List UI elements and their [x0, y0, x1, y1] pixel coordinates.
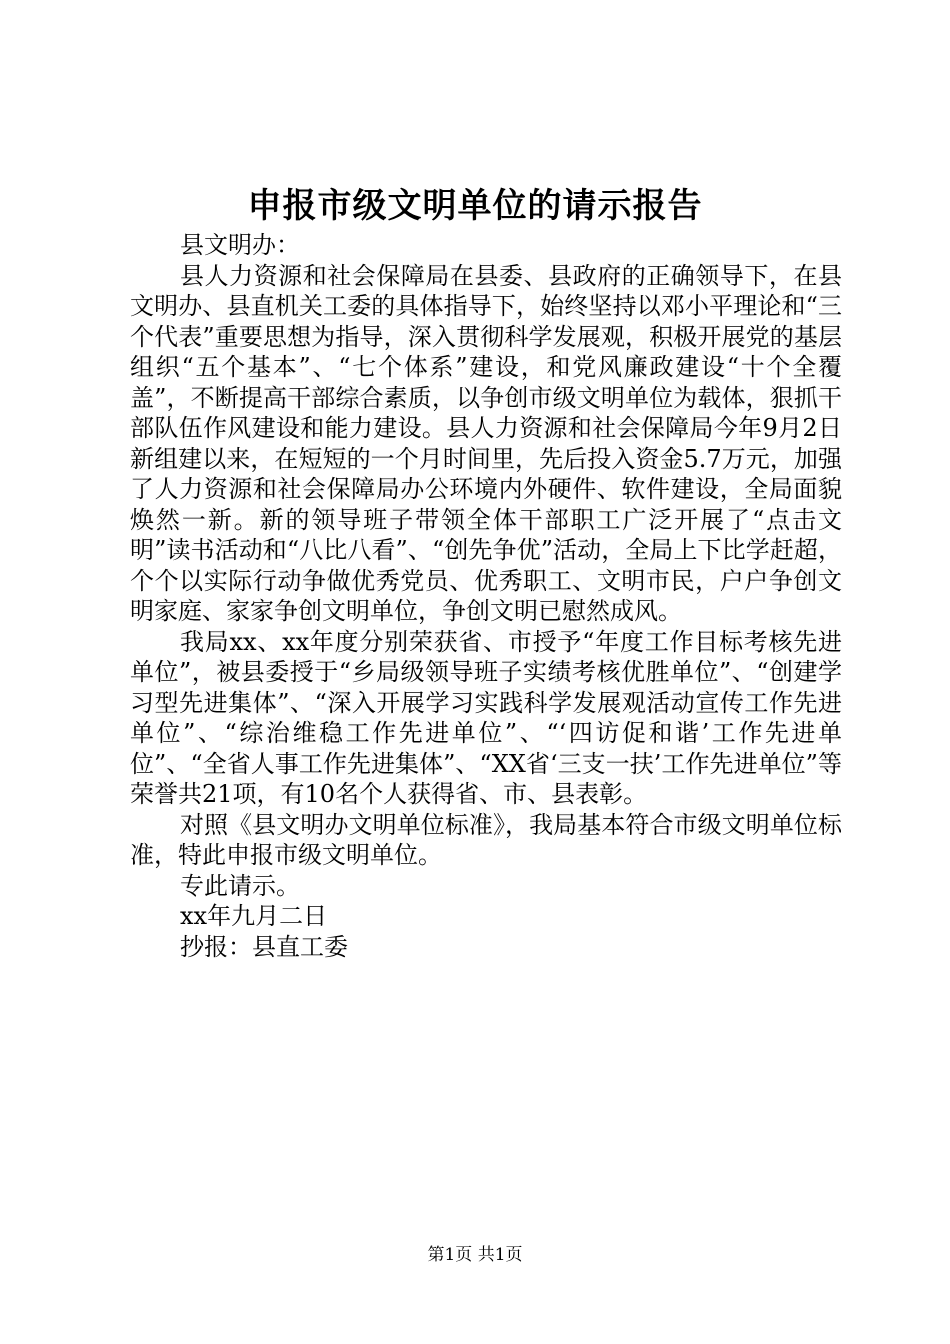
document-body — [130, 230, 842, 962]
salutation: 县文明办： — [180, 231, 300, 259]
page-footer: 第1页 共1页 — [427, 1245, 523, 1265]
paragraph-2: 我局xx、xx年度分别荣获省、市授予“年度工作目标考核先进单位”，被县委授于“乡局级领导班子实绩考核优胜单位”、“创建学习型先进集体”、“深入开展学习实践科学发展观活动宣传工作先进单位”、“综治维稳工作先进单位”、“‘四访促和谐’工作先进单位”、“全省人事工作先进集体”、“XX省‘三支一扶’工作先进单位”等荣誉共21项，有10名个人获得省、市、县表彰。 — [130, 627, 842, 808]
paragraph-1: 县人力资源和社会保障局在县委、县政府的正确领导下，在县文明办、县直机关工委的具体指导下，始终坚持以邓小平理论和“三个代表”重要思想为指导，深入贯彻科学发展观，积极开展党的基层组织“五个基本”、“七个体系”建设，和党风廉政建设“十个全覆盖”，不断提高干部综合素质，以争创市级文明单位为载体，狠抓干部队伍作风建设和能力建设。县人力资源和社会保障局今年9月2日新组建以来，在短短的一个月时间里，先后投入资金5.7万元，加强了人力资源和社会保障局办公环境内外硬件、软件建设，全局面貌焕然一新。新的领导班子带领全体干部职工广泛开展了“点击文明”读书活动和“八比八看”、“创先争优”活动，全局上下比学赶超，个个以实际行动争做优秀党员、优秀职工、文明市民，户户争创文明家庭、家家争创文明单位，争创文明已慰然成风。 — [130, 261, 842, 625]
closing-line: 专此请示。 — [180, 871, 300, 900]
cc-line: 抄报：县直工委 — [180, 932, 348, 961]
document-date: xx年九月二日 — [180, 902, 328, 930]
document-title: 申报市级文明单位的请示报告 — [247, 186, 703, 226]
paragraph-3: 对照《县文明办文明单位标准》，我局基本符合市级文明单位标准，特此申报市级文明单位。 — [130, 810, 842, 869]
